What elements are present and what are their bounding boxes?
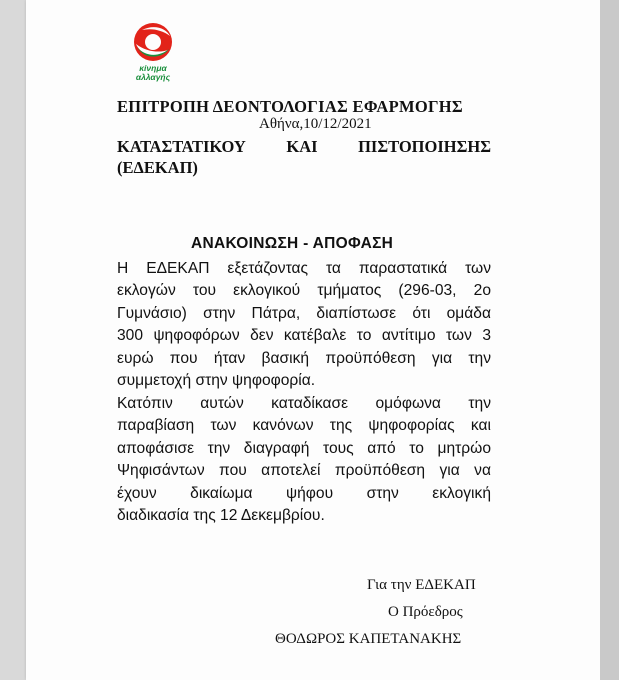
paragraph-line: Γυμνάσιο) στην Πάτρα, διαπίστωσε ότι ομάδα bbox=[117, 304, 491, 322]
committee-acronym: (ΕΔΕΚΑΠ) bbox=[117, 158, 198, 177]
screen-edge bbox=[600, 0, 619, 680]
signature-on-behalf: Για την ΕΔΕΚΑΠ bbox=[367, 577, 476, 593]
signature-role: Ο Πρόεδρος bbox=[388, 604, 463, 620]
document-date: Αθήνα,10/12/2021 bbox=[259, 116, 372, 132]
paragraph-line: Ψηφισάντων που αποτελεί προϋπόθεση για να bbox=[117, 462, 491, 480]
announcement-title: ΑΝΑΚΟΙΝΩΣΗ - ΑΠΟΦΑΣΗ bbox=[191, 235, 394, 252]
committee-word: ΚΑΙ bbox=[286, 137, 318, 156]
paragraph-line: Η ΕΔΕΚΑΠ εξετάζοντας τα παραστατικά των bbox=[117, 260, 491, 277]
paragraph-line: αποφάσισε την διαγραφή τους από το μητρώο bbox=[117, 439, 491, 457]
paragraph-line: Κατόπιν αυτών καταδίκασε ομόφωνα την bbox=[117, 395, 491, 412]
logo-emblem-icon bbox=[124, 20, 182, 66]
kinima-allagis-logo bbox=[124, 20, 182, 84]
paragraph-line: ευρώ που ήταν βασική προϋπόθεση για την bbox=[117, 349, 491, 367]
paragraph-line: συμμετοχή στην ψηφοφορία. bbox=[117, 372, 316, 390]
committee-name-line2 bbox=[117, 137, 491, 157]
paragraph-decision bbox=[117, 393, 491, 527]
committee-word: ΚΑΤΑΣΤΑΤΙΚΟΥ bbox=[117, 137, 246, 156]
signature-name: ΘΟΔΩΡΟΣ ΚΑΠΕΤΑΝΑΚΗΣ bbox=[275, 631, 462, 647]
paragraph-findings bbox=[117, 258, 491, 392]
committee-word: ΠΙΣΤΟΠΟΙΗΣΗΣ bbox=[358, 137, 491, 156]
logo-text-line2: αλλαγής bbox=[135, 72, 171, 82]
paragraph-line: έχουν δικαίωμα ψήφου στην εκλογική bbox=[117, 484, 491, 502]
committee-name-line1: ΕΠΙΤΡΟΠΗ ΔΕΟΝΤΟΛΟΓΙΑΣ ΕΦΑΡΜΟΓΗΣ bbox=[117, 97, 464, 116]
paragraph-line: παραβίαση των κανόνων της ψηφοφορίας και bbox=[117, 417, 491, 435]
paragraph-line: διαδικασία της 12 Δεκεμβρίου. bbox=[117, 507, 325, 525]
paragraph-line: 300 ψηφοφόρων δεν κατέβαλε το αντίτιμο των 3 bbox=[117, 327, 491, 345]
logo-text-line1: κίνημα bbox=[139, 63, 167, 73]
paragraph-line: εκλογών του εκλογικού τμήματος (296-03, 2ο bbox=[117, 282, 491, 300]
